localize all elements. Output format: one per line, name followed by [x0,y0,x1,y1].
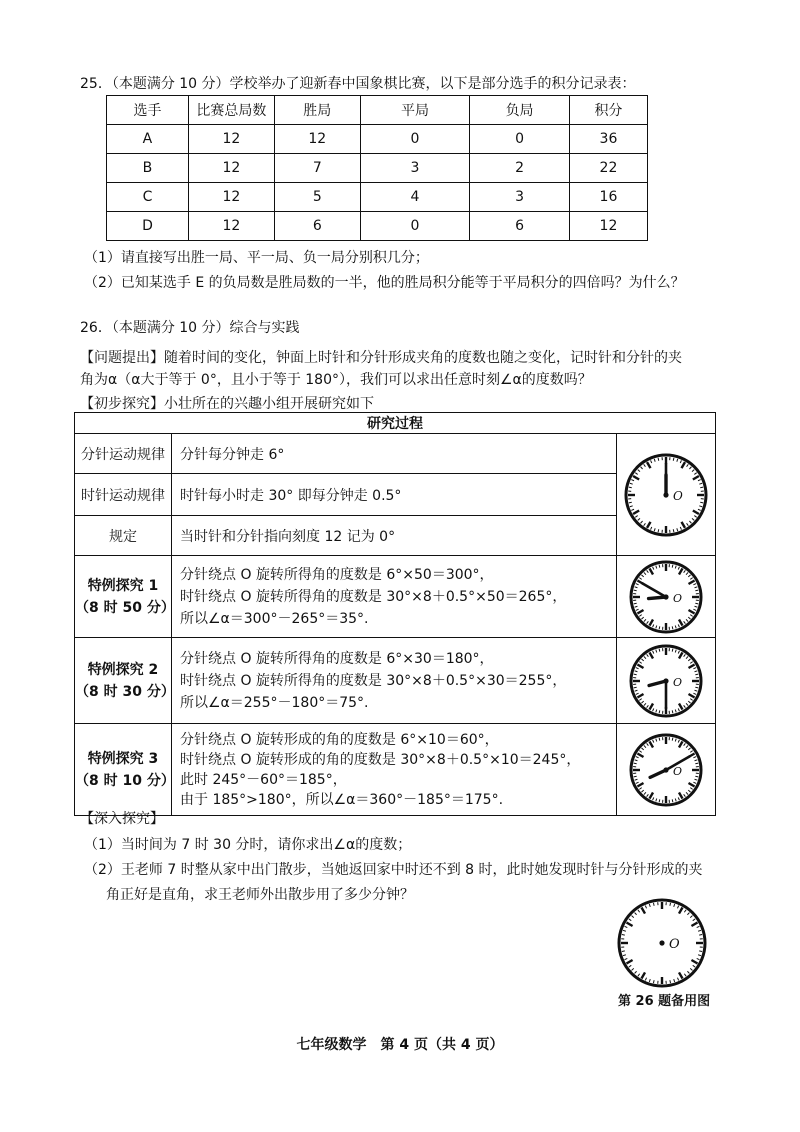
table-cell: 12 [569,212,647,241]
deep1: （1）当时间为 7 时 30 分时，请你求出∠α的度数； [84,837,412,853]
case1-time: （8 时 50 分） [75,599,175,616]
case1-line: 所以∠α＝300°－265°＝35°. [180,610,369,627]
table-cell: B [107,154,189,183]
table-cell: 0 [360,212,469,241]
clock-tick [659,564,660,567]
case1-content [172,556,617,638]
spare-clock-icon [616,897,708,989]
clock-tick [659,710,660,713]
center-label: O [673,488,683,503]
clock-tick [658,529,659,532]
table-header-cell: 胜局 [274,96,360,125]
case2-content [172,638,617,724]
table-cell: 4 [360,183,469,212]
case3-line: 由于 185°>180°，所以∠α＝360°－185°＝175°. [180,791,504,808]
table-header-cell: 平局 [360,96,469,125]
table-cell: A [107,125,189,154]
table-cell: 6 [274,212,360,241]
clock-tick [634,590,637,591]
table-row [107,125,648,154]
problem-line2: 角为α（α大于等于 0°，且小于等于 180°），我们可以求出任意时刻∠α的度数吗？ [80,372,592,388]
case3-line: 时针绕点 O 旋转形成的角的度数是 30°×8＋0.5°×10＝245°， [180,751,581,768]
center-label: O [673,764,683,778]
clock-tick [699,951,702,952]
explore-title: 【初步探究】小壮所在的兴趣小组开展研究如下 [80,396,374,412]
clock-icon [628,732,704,808]
clock-icon [623,452,709,538]
clock-cell-3 [617,724,716,816]
case3-line: 分针绕点 O 旋转形成的角的度数是 6°×10＝60°， [180,731,499,748]
table-cell: 2 [470,154,570,183]
case1-line: 分针绕点 O 旋转所得角的度数是 6°×50＝300°， [180,566,494,583]
table-cell: 12 [188,212,274,241]
table-cell: 36 [569,125,647,154]
table-cell: 22 [569,154,647,183]
case1-title: 特例探究 1 [87,577,159,594]
clock-tick [659,737,660,740]
case3-time: （8 时 10 分） [75,772,175,789]
clock-icon [628,643,704,719]
case3-label [75,724,175,816]
clock-tick [634,763,637,764]
q25-sub1: （1）请直接写出胜一局、平一局、负一局分别积几分； [84,250,429,266]
case1-line: 时针绕点 O 旋转所得角的度数是 30°×8＋0.5°×50＝265°， [180,588,567,605]
table-row [107,183,648,212]
clock-icon [628,559,704,635]
clock-tick [659,626,660,629]
table-cell: 12 [274,125,360,154]
row-label-hour: 时针运动规律 [75,474,172,516]
center-label: O [673,591,683,605]
q25-sub2: （2）已知某选手 E 的负局数是胜局数的一半，他的胜局积分能等于平局积分的四倍吗？为什么？ [84,275,685,291]
deep-title: 【深入探究】 [80,811,164,827]
table-cell: 0 [360,125,469,154]
case2-line: 时针绕点 O 旋转所得角的度数是 30°×8＋0.5°×30＝255°， [180,672,567,689]
clock-tick [634,674,637,675]
clock-tick [695,603,698,604]
clock-tick [672,737,673,740]
clock-tick [700,487,703,488]
clock-cell-1 [617,556,716,638]
clock-tick [695,776,698,777]
clock-tick [695,590,698,591]
clock-tick [672,648,673,651]
case1-label [75,556,175,638]
center-label: O [673,675,683,689]
clock-cell-0 [617,434,716,556]
case2-label [75,638,175,724]
row-content-minute: 分针每分钟走 6° [172,434,617,474]
clock-tick [629,502,632,503]
score-table [106,95,648,241]
table-cell: 3 [470,183,570,212]
case3-line: 此时 245°－60°＝185°， [180,771,347,788]
table-cell: 16 [569,183,647,212]
case3-title: 特例探究 3 [87,750,159,767]
clock-tick [700,502,703,503]
clock-tick [695,763,698,764]
q26-title: 26．（本题满分 10 分）综合与实践 [80,320,300,336]
case2-time: （8 时 30 分） [75,683,175,700]
q25-title: 25．（本题满分 10 分）学校举办了迎新春中国象棋比赛，以下是部分选手的积分记录表： [80,76,636,92]
clock-tick [658,457,659,460]
clock-tick [670,980,671,983]
case2-line: 分针绕点 O 旋转所得角的度数是 6°×30＝180°， [180,650,494,667]
table-header-cell: 负局 [470,96,570,125]
clock-tick [695,674,698,675]
clock-tick [673,529,674,532]
clock-tick [699,934,702,935]
deep2-line2: 角正好是直角，求王老师外出散步用了多少分钟？ [106,887,414,903]
table-cell: 7 [274,154,360,183]
table-cell: 12 [188,154,274,183]
table-cell: 6 [470,212,570,241]
clock-tick [673,457,674,460]
center-label: O [669,937,680,952]
clock-cell-2 [617,638,716,724]
page-footer: 七年级数学 第 4 页（共 4 页） [296,1037,504,1053]
clock-tick [653,903,654,906]
table-cell: 0 [470,125,570,154]
clock-tick [672,710,673,713]
deep2-line1: （2）王老师 7 时整从家中出门散步，当她返回家中时还不到 8 时，此时她发现时针与分针形成的夹 [84,862,703,878]
table-cell: 3 [360,154,469,183]
clock-tick [672,799,673,802]
clock-tick [634,687,637,688]
table-cell: 12 [188,125,274,154]
clock-caption: 第 26 题备用图 [618,994,711,1009]
table-cell: 12 [188,183,274,212]
clock-tick [659,648,660,651]
table-row [107,212,648,241]
clock-tick [695,687,698,688]
clock-tick [634,776,637,777]
research-header: 研究过程 [75,413,716,434]
clock-tick [653,980,654,983]
case3-content [172,724,617,816]
clock-tick [659,799,660,802]
clock-tick [622,951,625,952]
clock-tick [672,626,673,629]
case2-line: 所以∠α＝255°－180°＝75°. [180,694,369,711]
table-header-cell: 比赛总局数 [188,96,274,125]
row-content-hour: 时针每小时走 30° 即每分钟走 0.5° [172,474,617,516]
row-content-rule: 当时针和分针指向刻度 12 记为 0° [172,516,617,556]
clock-tick [634,603,637,604]
table-cell: C [107,183,189,212]
table-header-cell: 积分 [569,96,647,125]
row-label-minute: 分针运动规律 [75,434,172,474]
table-cell: D [107,212,189,241]
clock-tick [629,487,632,488]
table-header-cell: 选手 [107,96,189,125]
clock-center [659,940,664,945]
hour-hand [649,597,666,599]
clock-tick [670,903,671,906]
row-label-rule: 规定 [75,516,172,556]
case2-title: 特例探究 2 [87,661,159,678]
problem-line1: 【问题提出】随着时间的变化，钟面上时针和分针形成夹角的度数也随之变化，记时针和分针的夹 [80,350,682,366]
research-table [74,412,716,816]
clock-tick [622,934,625,935]
clock-tick [672,564,673,567]
table-row [107,154,648,183]
table-cell: 5 [274,183,360,212]
